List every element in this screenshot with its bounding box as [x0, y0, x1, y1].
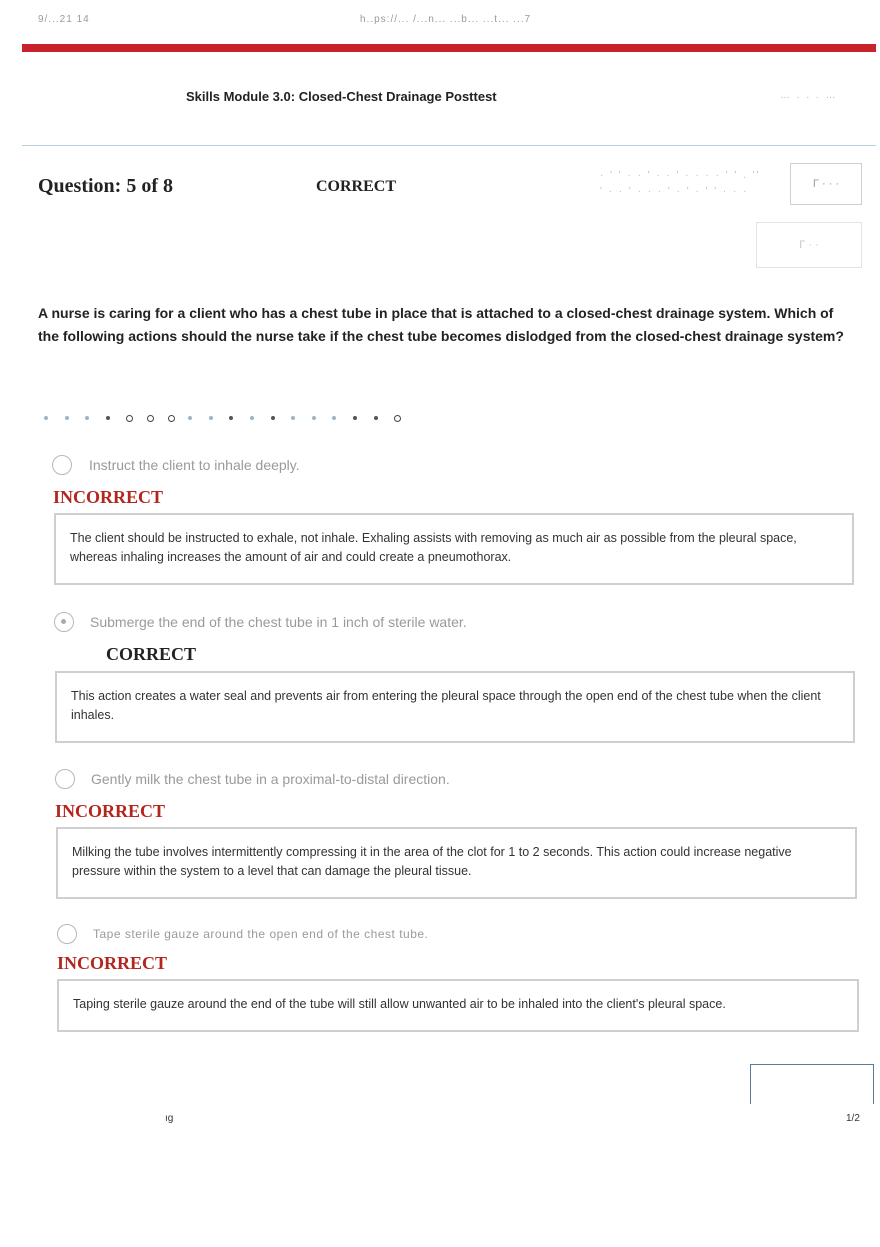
progress-dot[interactable]	[44, 412, 65, 424]
progress-dot[interactable]	[374, 412, 395, 424]
option-radio-3[interactable]	[55, 769, 75, 789]
option-text-3[interactable]: Gently milk the chest tube in a proximal-to-distal direction.	[91, 771, 450, 787]
option-radio-1[interactable]	[52, 455, 72, 475]
rationale-box-1	[54, 513, 854, 585]
faint-info	[600, 168, 760, 200]
rationale-box-4	[57, 979, 859, 1032]
progress-dot[interactable]	[209, 412, 230, 424]
verdict-label-1: INCORRECT	[53, 487, 164, 507]
nav-button-primary[interactable]: Γ · · ·	[790, 163, 862, 205]
footer-left: ıg	[165, 1113, 174, 1124]
rationale-text-4: Taping sterile gauze around the end of the tube will still allow unwanted air to be inhaled into the client's pleural space.	[73, 997, 726, 1011]
rationale-text-2: This action creates a water seal and prevents air from entering the pleural space through the open end of the chest tube when the client inhales.	[71, 689, 821, 722]
rationale-text-1: The client should be instructed to exhale, not inhale. Exhaling assists with removing as much air as possible from the pleural space, whereas inhaling increases the amount of air and could create a pneumothorax.	[70, 531, 797, 564]
accent-bar	[22, 44, 876, 52]
nav-button-secondary[interactable]: Γ · ·	[756, 222, 862, 268]
verdict-label-4: INCORRECT	[57, 953, 168, 973]
rationale-box-3	[56, 827, 857, 899]
progress-dot[interactable]	[126, 412, 147, 424]
progress-dot[interactable]	[65, 412, 86, 424]
progress-dot[interactable]	[271, 412, 292, 424]
progress-dot[interactable]	[106, 412, 127, 424]
rationale-text-3: Milking the tube involves intermittently compressing it in the area of the clot for 1 to 2 seconds. This action could increase negative pressure within the system to a level that can damage the pleural tissue.	[72, 845, 792, 878]
question-text: A nurse is caring for a client who has a chest tube in place that is attached to a closed-chest drainage system. Which of the following actions should the nurse take if the chest tube becomes dislodged from the closed-chest drainage system?	[38, 305, 844, 344]
next-button[interactable]	[750, 1064, 874, 1104]
header-divider	[22, 145, 876, 146]
page-number: 1/2	[846, 1113, 860, 1124]
progress-dot[interactable]	[291, 412, 312, 424]
option-text-2[interactable]: Submerge the end of the chest tube in 1 inch of sterile water.	[90, 614, 467, 630]
option-radio-4[interactable]	[57, 924, 77, 944]
progress-dot[interactable]	[168, 412, 189, 424]
print-header-date: 9/...21 14	[38, 14, 90, 25]
progress-dot[interactable]	[312, 412, 333, 424]
module-faint-label: … . . . …	[780, 90, 838, 101]
progress-dot[interactable]	[394, 412, 415, 424]
progress-dot[interactable]	[188, 412, 209, 424]
progress-dot[interactable]	[250, 412, 271, 424]
option-radio-2[interactable]	[54, 612, 74, 632]
verdict-label-2: CORRECT	[106, 644, 197, 664]
print-header-url: h..ps://... /...n... ...b... ...t... ...7	[360, 14, 532, 25]
progress-dots	[44, 412, 415, 424]
question-counter: Question: 5 of 8	[38, 175, 173, 197]
option-text-4[interactable]: Tape sterile gauze around the open end of the chest tube.	[93, 927, 429, 941]
progress-dot[interactable]	[332, 412, 353, 424]
faint-info-line-1: · ' ' · · ' · · ' · · · · ' ' . ''	[600, 170, 761, 181]
module-title: Skills Module 3.0: Closed-Chest Drainage Posttest	[186, 89, 497, 104]
faint-info-line-2: ' · · ' · · · ' · ' · ' ' · · ·	[600, 186, 749, 197]
verdict-label-3: INCORRECT	[55, 801, 166, 821]
progress-dot[interactable]	[229, 412, 250, 424]
rationale-box-2	[55, 671, 855, 743]
page-background-bottom	[0, 1140, 880, 1247]
progress-dot[interactable]	[353, 412, 374, 424]
progress-dot[interactable]	[147, 412, 168, 424]
option-text-1[interactable]: Instruct the client to inhale deeply.	[89, 457, 300, 473]
question-status: CORRECT	[316, 178, 397, 195]
progress-dot[interactable]	[85, 412, 106, 424]
